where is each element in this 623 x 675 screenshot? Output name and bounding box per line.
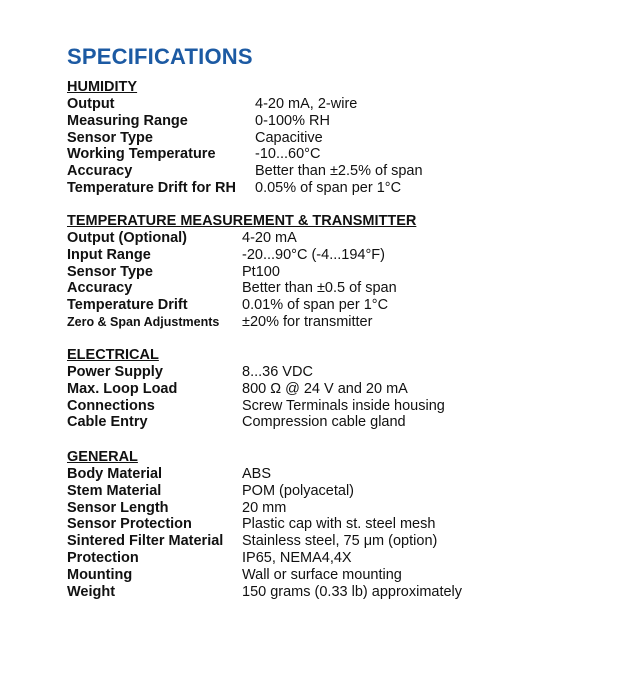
spec-value: Pt100 [242,263,280,280]
spec-label: Output [67,96,115,112]
spec-label: Measuring Range [67,112,188,129]
spec-value: Better than ±2.5% of span [255,163,423,180]
spec-row-measuring-range [67,113,423,130]
spec-value: Screw Terminals inside housing [242,397,445,414]
spec-value: ±20% for transmitter [242,313,373,330]
spec-value: 4-20 mA [242,230,297,246]
spec-row-sensor-length [67,500,462,517]
spec-value: IP65, NEMA4,4X [242,549,352,566]
spec-label: Sensor Type [67,129,153,146]
spec-value: -20...90°C (-4...194°F) [242,246,385,263]
spec-row-weight [67,584,462,601]
spec-row-cable-entry [67,414,445,431]
spec-value: Better than ±0.5 of span [242,280,397,297]
spec-value: 800 Ω @ 24 V and 20 mA [242,380,408,397]
spec-row-mounting [67,567,462,584]
spec-value: -10...60°C [255,146,321,163]
section-humidity [67,79,423,197]
spec-label: Weight [67,583,116,600]
spec-value: 150 grams (0.33 lb) approximately [242,583,463,600]
spec-value: Capacitive [255,129,323,146]
spec-row-protection [67,550,462,567]
spec-label: Accuracy [67,163,133,180]
spec-row-temperature-drift-rh [67,180,423,197]
spec-label: Temperature Drift for RH [67,179,236,196]
spec-value: POM (polyacetal) [242,482,355,499]
section-heading: GENERAL [67,449,138,465]
spec-row-output-optional [67,230,416,247]
spec-row-output [67,96,423,113]
section-heading: TEMPERATURE MEASUREMENT & TRANSMITTER [67,213,417,229]
spec-value: ABS [242,466,272,482]
spec-label: Protection [67,549,139,566]
spec-value: Compression cable gland [242,414,406,431]
spec-value: Stainless steel, 75 μm (option) [242,533,438,550]
spec-row-sensor-protection [67,516,462,533]
spec-row-sensor-type [67,264,416,281]
spec-row-working-temperature [67,146,423,163]
spec-label: Temperature Drift [67,297,188,314]
spec-label: Max. Loop Load [67,380,178,397]
spec-value: 0.01% of span per 1°C [242,297,389,314]
spec-label: Connections [67,397,155,414]
spec-label: Sensor Protection [67,516,192,533]
spec-value: 0.05% of span per 1°C [255,179,402,196]
spec-value: 0-100% RH [255,112,330,129]
spec-row-max-loop-load [67,381,445,398]
spec-value: 20 mm [242,499,287,516]
spec-row-stem-material [67,483,462,500]
spec-label: Accuracy [67,280,133,297]
spec-value: 4-20 mA, 2-wire [255,96,358,112]
spec-label: Zero & Span Adjustments [67,314,220,329]
spec-label: Working Temperature [67,146,216,163]
section-electrical [67,347,445,431]
spec-row-accuracy [67,163,423,180]
page-title: SPECIFICATIONS [67,44,253,69]
spec-row-connections [67,398,445,415]
spec-label: Output (Optional) [67,230,187,246]
spec-label: Mounting [67,566,133,583]
spec-label: Sensor Length [67,499,169,516]
spec-value: 8...36 VDC [242,364,313,380]
spec-row-input-range [67,247,416,264]
spec-row-temperature-drift [67,297,416,314]
spec-value: Wall or surface mounting [242,566,402,583]
spec-label: Body Material [67,466,163,482]
spec-row-power-supply [67,364,445,381]
section-temperature [67,213,416,331]
spec-label: Sintered Filter Material [67,533,224,550]
spec-value: Plastic cap with st. steel mesh [242,516,436,533]
section-heading: ELECTRICAL [67,347,159,363]
spec-row-sensor-type [67,130,423,147]
spec-row-sintered-filter-material [67,533,462,550]
spec-label: Power Supply [67,364,163,380]
spec-row-zero-span-adjustments [67,314,416,331]
section-heading: HUMIDITY [67,79,138,95]
spec-label: Stem Material [67,482,162,499]
spec-label: Input Range [67,246,151,263]
spec-row-body-material [67,466,462,483]
spec-label: Sensor Type [67,263,153,280]
spec-label: Cable Entry [67,414,148,431]
spec-row-accuracy [67,280,416,297]
section-general [67,449,462,600]
